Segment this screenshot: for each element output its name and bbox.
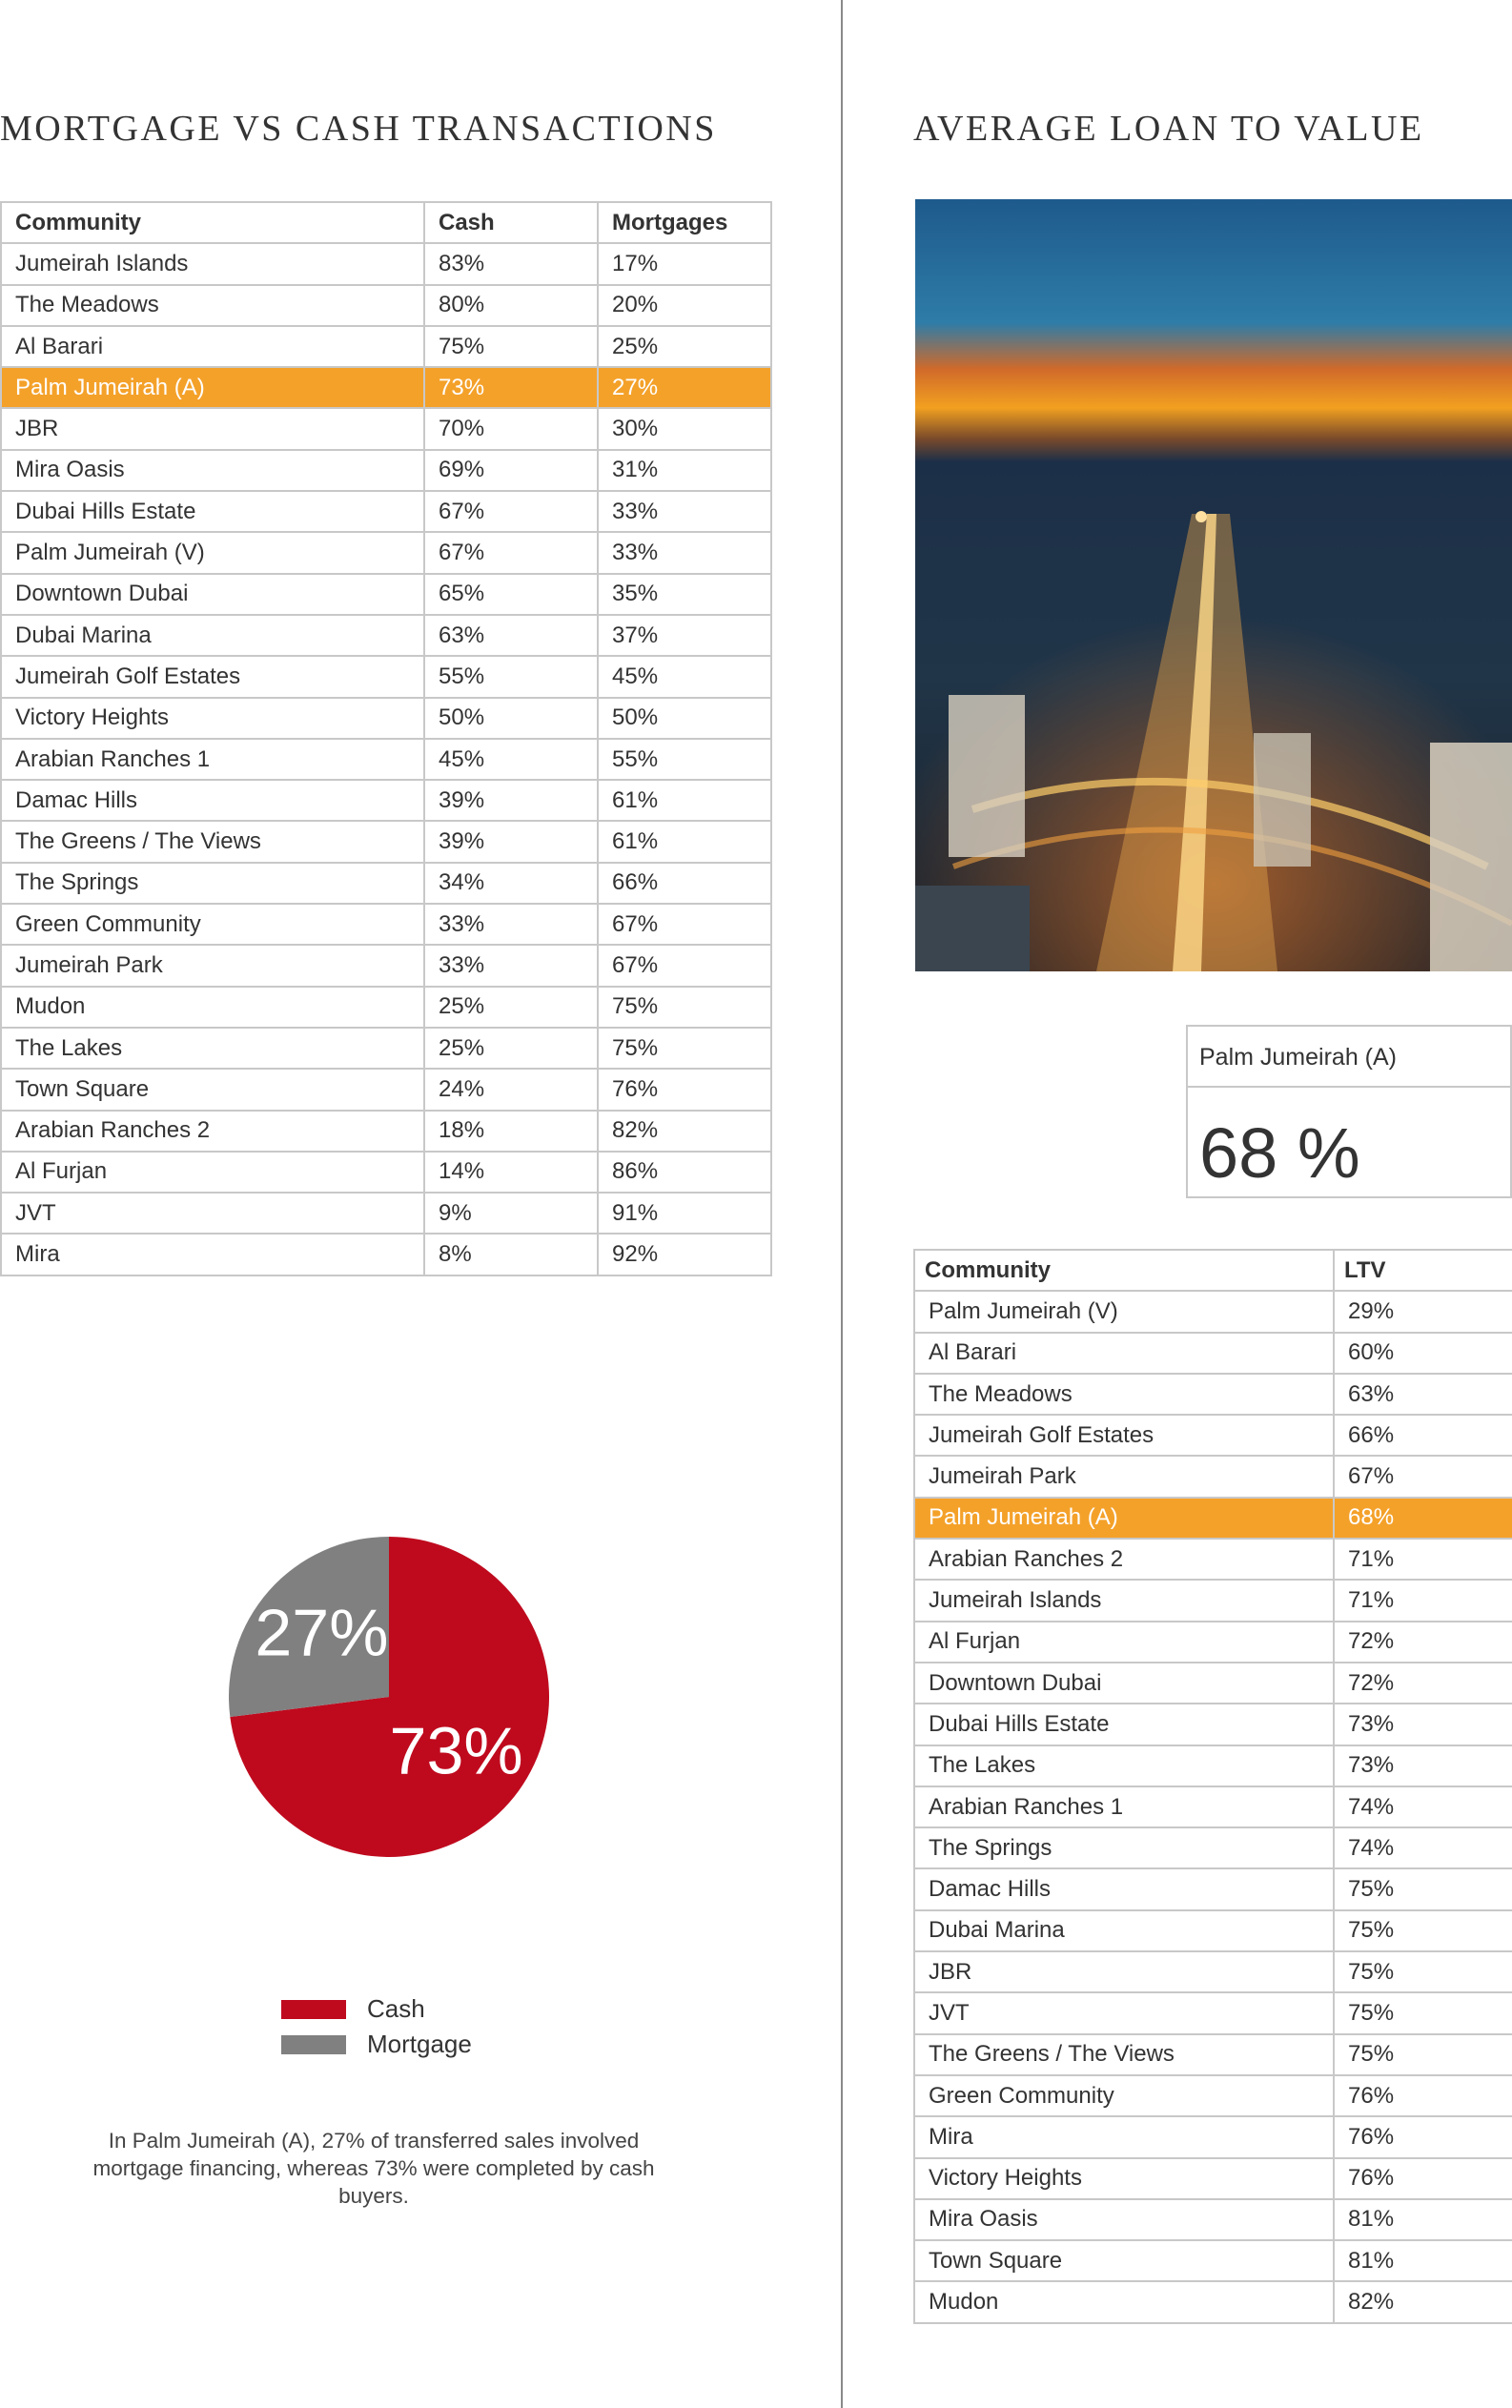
community-cell: Mira — [914, 2116, 1334, 2157]
table-row — [914, 1580, 1512, 1621]
table-row — [1, 698, 771, 739]
value-cell: 45% — [598, 656, 771, 697]
value-cell: 71% — [1334, 1539, 1512, 1580]
mortgage-vs-cash-body — [1, 243, 771, 1275]
table-row — [914, 1786, 1512, 1827]
value-cell: 25% — [424, 987, 598, 1028]
table-row — [914, 2075, 1512, 2116]
value-cell: 82% — [598, 1111, 771, 1152]
legend-label-cash: Cash — [367, 1994, 425, 2023]
value-cell: 67% — [424, 532, 598, 573]
table-row — [1, 1152, 771, 1193]
value-cell: 75% — [1334, 2034, 1512, 2075]
value-cell: 34% — [424, 863, 598, 904]
value-cell: 72% — [1334, 1663, 1512, 1704]
community-cell: JVT — [1, 1193, 424, 1234]
value-cell: 80% — [424, 285, 598, 326]
value-cell: 81% — [1334, 2199, 1512, 2240]
average-ltv-heading: AVERAGE LOAN TO VALUE — [913, 109, 1424, 149]
community-cell: Downtown Dubai — [914, 1663, 1334, 1704]
value-cell: 91% — [598, 1193, 771, 1234]
value-cell: 66% — [598, 863, 771, 904]
kpi-community-label: Palm Jumeirah (A) — [1199, 1044, 1397, 1071]
value-cell: 75% — [598, 1028, 771, 1069]
table-row — [1, 1234, 771, 1275]
table-row — [1, 532, 771, 573]
value-cell: 92% — [598, 1234, 771, 1275]
table-row — [1, 1028, 771, 1069]
table-row — [914, 1333, 1512, 1374]
legend-swatch-mortgage — [281, 2035, 346, 2054]
value-cell: 61% — [598, 821, 771, 862]
community-cell: Victory Heights — [914, 2158, 1334, 2199]
kpi-separator — [1188, 1086, 1510, 1088]
value-cell: 67% — [424, 491, 598, 532]
table-row — [914, 1951, 1512, 1992]
table-row — [914, 1374, 1512, 1415]
community-cell: Jumeirah Golf Estates — [1, 656, 424, 697]
table-row — [1, 863, 771, 904]
community-cell: Palm Jumeirah (V) — [914, 1291, 1334, 1332]
value-cell: 68% — [1334, 1498, 1512, 1539]
value-cell: 71% — [1334, 1580, 1512, 1621]
value-cell: 37% — [598, 615, 771, 656]
value-cell: 24% — [424, 1069, 598, 1110]
community-cell: Green Community — [914, 2075, 1334, 2116]
value-cell: 60% — [1334, 1333, 1512, 1374]
value-cell: 27% — [598, 367, 771, 408]
community-cell: The Greens / The Views — [914, 2034, 1334, 2075]
community-cell: Dubai Marina — [914, 1910, 1334, 1951]
value-cell: 81% — [1334, 2240, 1512, 2281]
value-cell: 67% — [1334, 1456, 1512, 1497]
header-mortgages: Mortgages — [598, 202, 771, 243]
community-cell: Mudon — [914, 2281, 1334, 2322]
table-row — [914, 2281, 1512, 2322]
community-cell: Palm Jumeirah (A) — [914, 1498, 1334, 1539]
value-cell: 18% — [424, 1111, 598, 1152]
table-row — [1, 408, 771, 449]
value-cell: 83% — [424, 243, 598, 284]
table-row — [1, 780, 771, 821]
header-community: Community — [1, 202, 424, 243]
value-cell: 25% — [424, 1028, 598, 1069]
value-cell: 86% — [598, 1152, 771, 1193]
community-cell: Mira Oasis — [914, 2199, 1334, 2240]
community-cell: Jumeirah Islands — [914, 1580, 1334, 1621]
community-cell: Al Barari — [1, 326, 424, 367]
table-row — [1, 987, 771, 1028]
table-row — [1, 945, 771, 986]
community-cell: Dubai Hills Estate — [1, 491, 424, 532]
value-cell: 63% — [424, 615, 598, 656]
value-cell: 8% — [424, 1234, 598, 1275]
value-cell: 75% — [1334, 1951, 1512, 1992]
legend-swatch-cash — [281, 2000, 346, 2019]
community-cell: Al Furjan — [1, 1152, 424, 1193]
value-cell: 20% — [598, 285, 771, 326]
table-row — [1, 243, 771, 284]
pie-label-mortgage: 27% — [255, 1595, 389, 1670]
table-row — [914, 2240, 1512, 2281]
table-row — [914, 1291, 1512, 1332]
community-cell: JBR — [914, 1951, 1334, 1992]
table-row — [914, 1910, 1512, 1951]
value-cell: 70% — [424, 408, 598, 449]
value-cell: 33% — [598, 532, 771, 573]
table-row — [914, 1704, 1512, 1745]
value-cell: 33% — [424, 904, 598, 945]
value-cell: 55% — [598, 739, 771, 780]
community-cell: Jumeirah Islands — [1, 243, 424, 284]
value-cell: 61% — [598, 780, 771, 821]
table-row — [914, 1498, 1512, 1539]
table-header-row — [1, 202, 771, 243]
community-cell: Arabian Ranches 2 — [1, 1111, 424, 1152]
table-header-row — [914, 1250, 1512, 1291]
header-community: Community — [914, 1250, 1334, 1291]
table-row — [1, 1111, 771, 1152]
value-cell: 55% — [424, 656, 598, 697]
value-cell: 82% — [1334, 2281, 1512, 2322]
table-row — [1, 326, 771, 367]
community-cell: JVT — [914, 1992, 1334, 2033]
palm-jumeirah-photo — [915, 199, 1512, 971]
community-cell: Jumeirah Park — [914, 1456, 1334, 1497]
header-ltv: LTV — [1334, 1250, 1512, 1291]
community-cell: Jumeirah Golf Estates — [914, 1415, 1334, 1456]
value-cell: 72% — [1334, 1622, 1512, 1663]
table-row — [914, 1827, 1512, 1868]
value-cell: 66% — [1334, 1415, 1512, 1456]
table-row — [1, 285, 771, 326]
value-cell: 30% — [598, 408, 771, 449]
table-row — [914, 1663, 1512, 1704]
kpi-ltv-value: 68 % — [1199, 1113, 1360, 1193]
value-cell: 39% — [424, 821, 598, 862]
value-cell: 63% — [1334, 1374, 1512, 1415]
community-cell: Mira — [1, 1234, 424, 1275]
value-cell: 73% — [424, 367, 598, 408]
pie-caption: In Palm Jumeirah (A), 27% of transferred sales involved mortgage financing, whereas 73% were completed by cash buyers. — [92, 2128, 655, 2208]
value-cell: 29% — [1334, 1291, 1512, 1332]
value-cell: 75% — [598, 987, 771, 1028]
community-cell: Al Barari — [914, 1333, 1334, 1374]
pie-label-cash: 73% — [389, 1713, 523, 1788]
community-cell: Downtown Dubai — [1, 574, 424, 615]
value-cell: 76% — [1334, 2116, 1512, 2157]
table-row — [1, 656, 771, 697]
community-cell: Arabian Ranches 1 — [1, 739, 424, 780]
community-cell: Damac Hills — [1, 780, 424, 821]
community-cell: Green Community — [1, 904, 424, 945]
mortgage-vs-cash-table — [0, 201, 772, 1276]
community-cell: Dubai Marina — [1, 615, 424, 656]
community-cell: Dubai Hills Estate — [914, 1704, 1334, 1745]
value-cell: 33% — [598, 491, 771, 532]
community-cell: The Lakes — [914, 1745, 1334, 1786]
table-row — [1, 821, 771, 862]
value-cell: 35% — [598, 574, 771, 615]
table-row — [914, 1868, 1512, 1909]
value-cell: 75% — [1334, 1868, 1512, 1909]
table-row — [1, 491, 771, 532]
community-cell: Mudon — [1, 987, 424, 1028]
community-cell: The Meadows — [1, 285, 424, 326]
value-cell: 74% — [1334, 1786, 1512, 1827]
value-cell: 75% — [1334, 1992, 1512, 2033]
table-row — [914, 1539, 1512, 1580]
value-cell: 39% — [424, 780, 598, 821]
table-row — [1, 615, 771, 656]
value-cell: 50% — [424, 698, 598, 739]
value-cell: 67% — [598, 904, 771, 945]
value-cell: 76% — [1334, 2158, 1512, 2199]
table-row — [1, 1193, 771, 1234]
table-row — [1, 904, 771, 945]
community-cell: Palm Jumeirah (A) — [1, 367, 424, 408]
cash-mortgage-pie-chart — [122, 1430, 656, 1964]
header-cash: Cash — [424, 202, 598, 243]
value-cell: 75% — [1334, 1910, 1512, 1951]
table-row — [914, 2158, 1512, 2199]
community-cell: The Meadows — [914, 1374, 1334, 1415]
community-cell: Damac Hills — [914, 1868, 1334, 1909]
community-cell: Arabian Ranches 2 — [914, 1539, 1334, 1580]
table-row — [1, 739, 771, 780]
community-cell: JBR — [1, 408, 424, 449]
column-divider — [841, 0, 843, 2408]
value-cell: 14% — [424, 1152, 598, 1193]
value-cell: 75% — [424, 326, 598, 367]
value-cell: 76% — [1334, 2075, 1512, 2116]
community-cell: The Greens / The Views — [1, 821, 424, 862]
value-cell: 45% — [424, 739, 598, 780]
ltv-body — [914, 1291, 1512, 2322]
ltv-kpi-card — [1186, 1025, 1512, 1198]
value-cell: 17% — [598, 243, 771, 284]
value-cell: 73% — [1334, 1745, 1512, 1786]
value-cell: 50% — [598, 698, 771, 739]
community-cell: Mira Oasis — [1, 450, 424, 491]
value-cell: 31% — [598, 450, 771, 491]
community-cell: The Lakes — [1, 1028, 424, 1069]
value-cell: 74% — [1334, 1827, 1512, 1868]
table-row — [1, 450, 771, 491]
ltv-table — [913, 1249, 1512, 2324]
community-cell: Al Furjan — [914, 1622, 1334, 1663]
community-cell: The Springs — [914, 1827, 1334, 1868]
table-row — [914, 1992, 1512, 2033]
table-row — [914, 1622, 1512, 1663]
value-cell: 33% — [424, 945, 598, 986]
mortgage-vs-cash-heading: MORTGAGE VS CASH TRANSACTIONS — [0, 109, 717, 149]
value-cell: 67% — [598, 945, 771, 986]
community-cell: Arabian Ranches 1 — [914, 1786, 1334, 1827]
city-skyline-image — [915, 199, 1512, 971]
table-row — [914, 2199, 1512, 2240]
value-cell: 76% — [598, 1069, 771, 1110]
value-cell: 25% — [598, 326, 771, 367]
table-row — [914, 1415, 1512, 1456]
value-cell: 73% — [1334, 1704, 1512, 1745]
table-row — [914, 2116, 1512, 2157]
value-cell: 65% — [424, 574, 598, 615]
community-cell: Palm Jumeirah (V) — [1, 532, 424, 573]
community-cell: Town Square — [914, 2240, 1334, 2281]
value-cell: 9% — [424, 1193, 598, 1234]
community-cell: Jumeirah Park — [1, 945, 424, 986]
community-cell: The Springs — [1, 863, 424, 904]
table-row — [914, 1456, 1512, 1497]
legend-label-mortgage: Mortgage — [367, 2030, 472, 2058]
community-cell: Victory Heights — [1, 698, 424, 739]
value-cell: 69% — [424, 450, 598, 491]
table-row — [1, 574, 771, 615]
table-row — [1, 367, 771, 408]
table-row — [1, 1069, 771, 1110]
table-row — [914, 2034, 1512, 2075]
community-cell: Town Square — [1, 1069, 424, 1110]
table-row — [914, 1745, 1512, 1786]
